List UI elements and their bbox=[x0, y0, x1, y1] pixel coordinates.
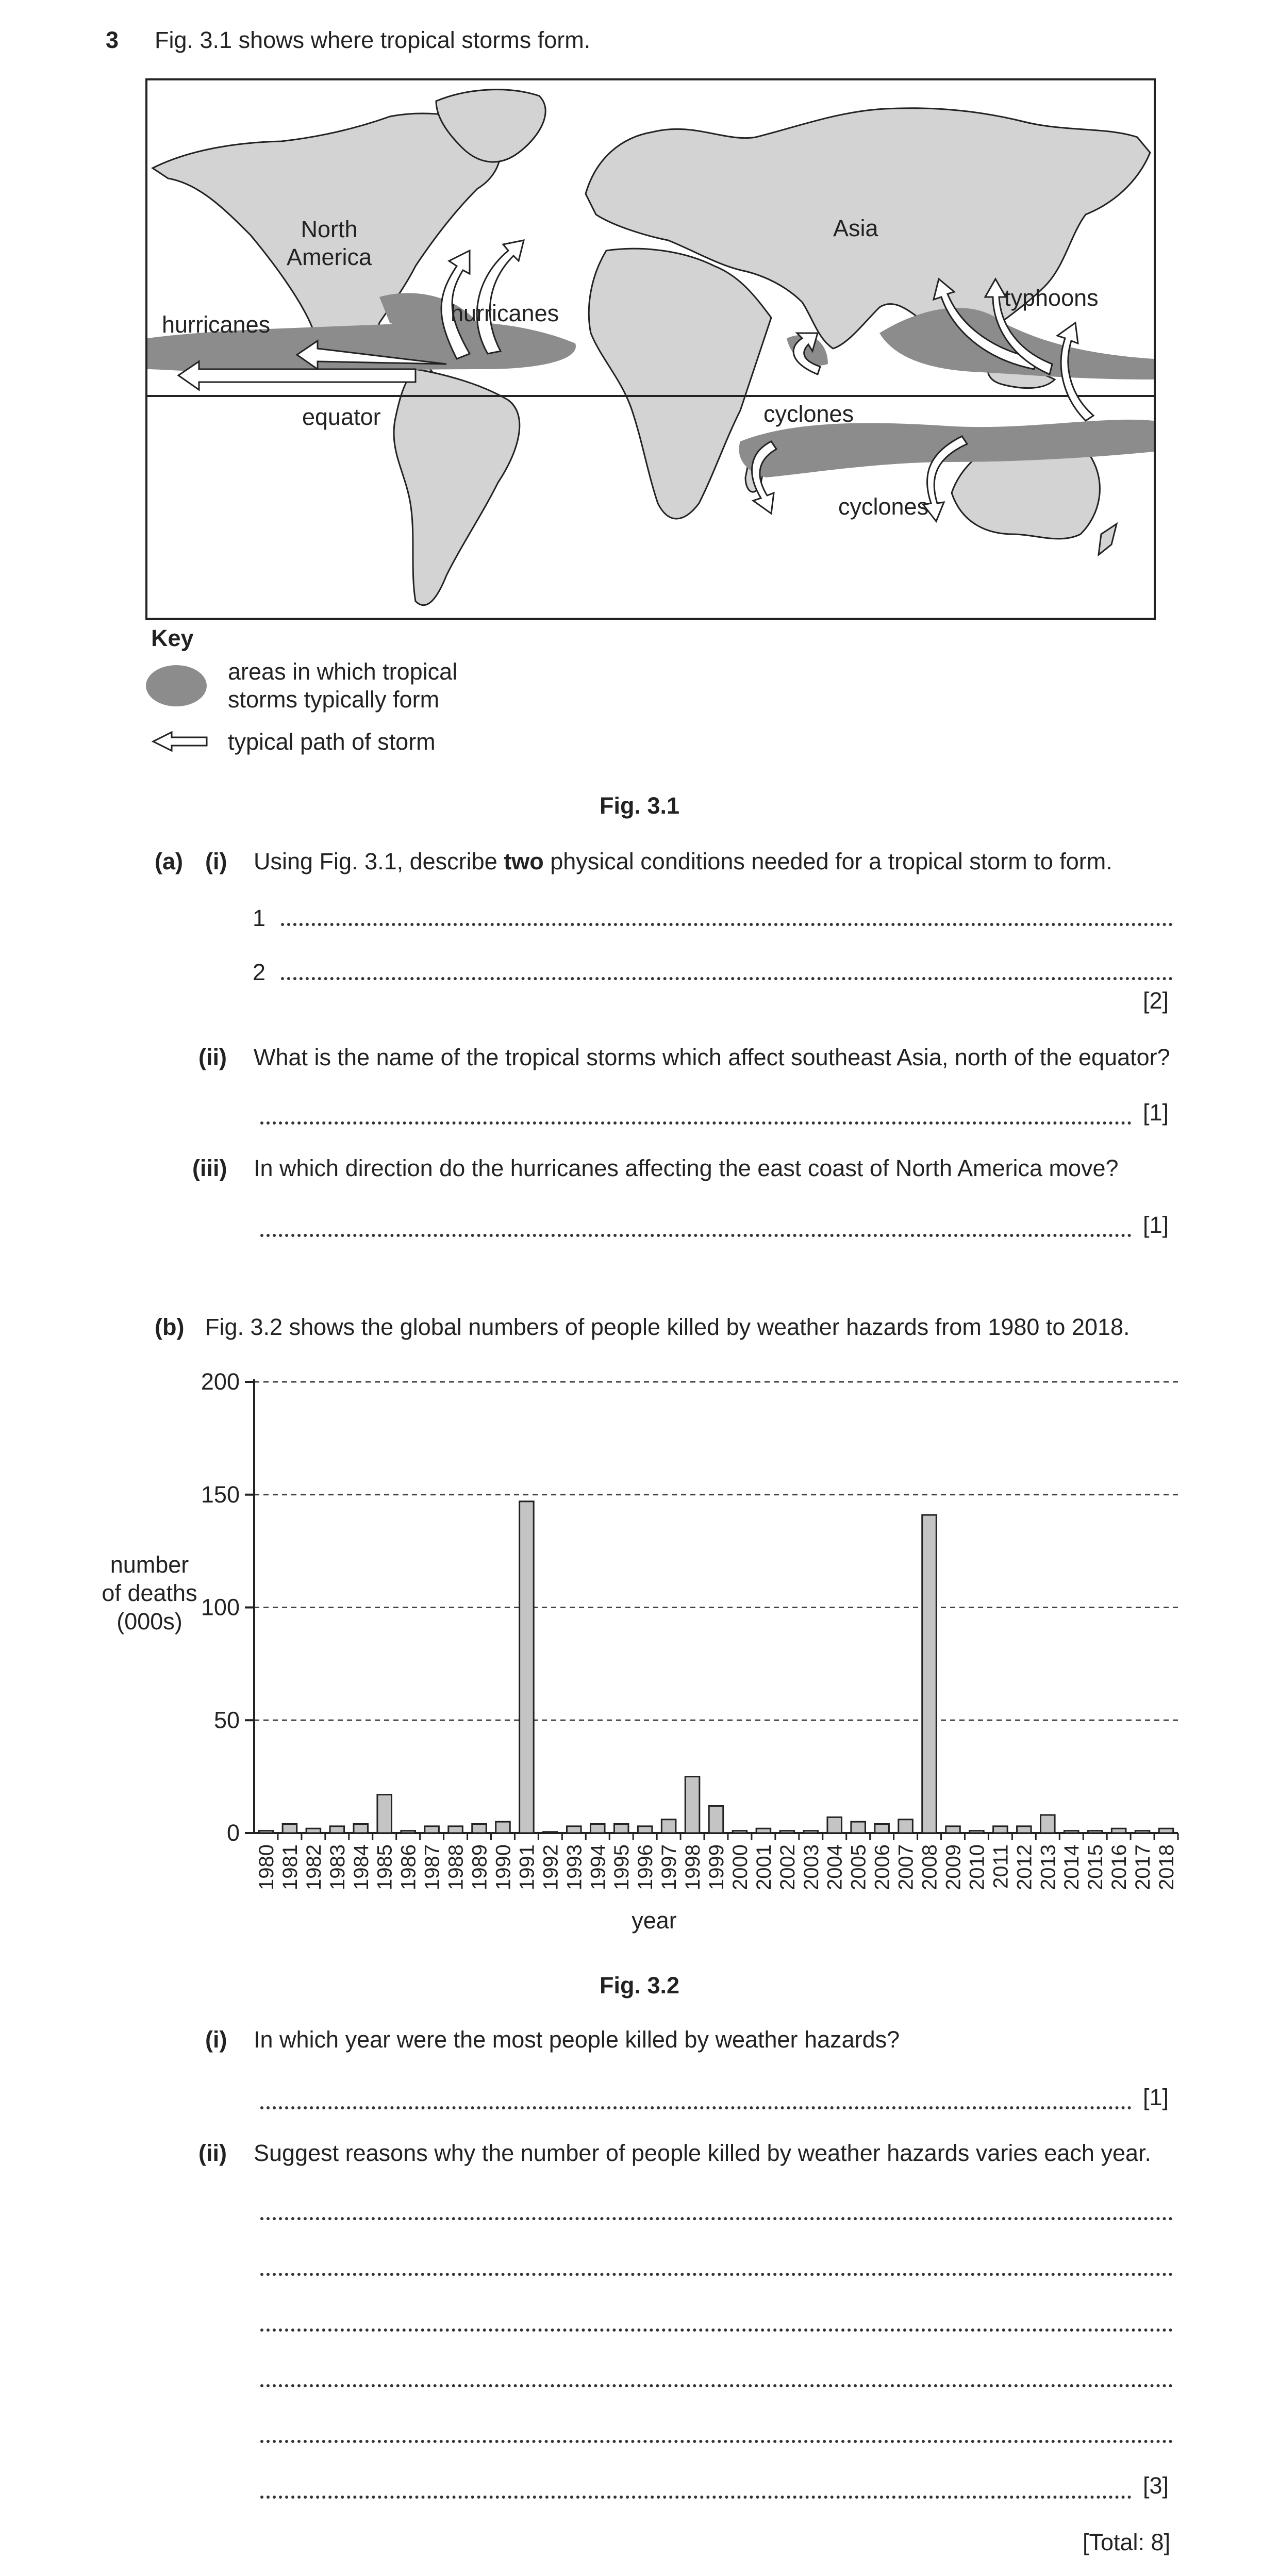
bar-2001 bbox=[756, 1828, 771, 1833]
key-storm-area-label: areas in which tropical storms typically form bbox=[228, 658, 458, 713]
label-hurricanes-east: hurricanes bbox=[451, 300, 559, 326]
bar-1987 bbox=[425, 1826, 439, 1833]
part-a-label: (a) bbox=[155, 848, 183, 874]
key-storm-path-arrow bbox=[151, 731, 209, 752]
answer-line-a-i-2[interactable] bbox=[281, 977, 1173, 980]
label-cyclones-indian: cyclones bbox=[763, 401, 854, 427]
label-typhoons: typhoons bbox=[1004, 285, 1099, 311]
bar-1989 bbox=[472, 1824, 487, 1834]
answer-a-i-number-1: 1 bbox=[253, 905, 266, 931]
x-tick-label: 2008 bbox=[918, 1844, 941, 1890]
part-a-ii-label: (ii) bbox=[198, 1044, 227, 1070]
x-tick-label: 1995 bbox=[610, 1844, 634, 1890]
x-tick-label: 2010 bbox=[966, 1844, 989, 1890]
label-asia: Asia bbox=[833, 215, 878, 241]
answer-line-b-ii-6[interactable] bbox=[260, 2496, 1132, 2499]
answer-line-b-ii-4[interactable] bbox=[260, 2384, 1173, 2387]
x-tick-label: 1983 bbox=[326, 1844, 349, 1890]
bar-1998 bbox=[685, 1777, 700, 1833]
x-tick-label: 2003 bbox=[800, 1844, 823, 1890]
label-equator: equator bbox=[302, 404, 381, 430]
x-tick-label: 1991 bbox=[516, 1844, 539, 1890]
key-storm-area-swatch bbox=[146, 665, 207, 706]
marks-a-i: [2] bbox=[1143, 987, 1169, 1014]
x-tick-label: 2013 bbox=[1037, 1844, 1060, 1890]
x-tick-label: 2017 bbox=[1132, 1844, 1155, 1890]
part-b-intro: Fig. 3.2 shows the global numbers of people killed by weather hazards from 1980 to 2018. bbox=[205, 1314, 1130, 1340]
x-tick-label: 1999 bbox=[705, 1844, 728, 1890]
bar-1995 bbox=[614, 1824, 628, 1834]
marks-b-i: [1] bbox=[1143, 2084, 1169, 2110]
label-north-america: North America bbox=[287, 216, 372, 270]
x-tick-label: 1987 bbox=[421, 1844, 444, 1890]
marks-a-ii: [1] bbox=[1143, 1099, 1169, 1126]
x-tick-label: 1986 bbox=[397, 1844, 420, 1890]
bar-2014 bbox=[1064, 1831, 1078, 1833]
answer-line-a-iii[interactable] bbox=[260, 1234, 1132, 1237]
y-axis-title-line: of deaths bbox=[102, 1580, 197, 1606]
x-tick-label: 1990 bbox=[492, 1844, 515, 1890]
x-tick-label: 1994 bbox=[587, 1844, 610, 1890]
y-axis-title-line: number bbox=[110, 1551, 189, 1578]
answer-line-b-ii-2[interactable] bbox=[260, 2273, 1173, 2276]
bar-2010 bbox=[970, 1831, 984, 1833]
bar-1982 bbox=[306, 1828, 321, 1833]
bar-2005 bbox=[851, 1822, 866, 1833]
bar-1991 bbox=[520, 1501, 534, 1833]
bar-2013 bbox=[1040, 1815, 1055, 1833]
y-axis-title-line: (000s) bbox=[117, 1608, 182, 1634]
answer-line-b-ii-1[interactable] bbox=[260, 2217, 1173, 2220]
bar-2007 bbox=[899, 1820, 913, 1833]
x-tick-label: 2009 bbox=[942, 1844, 965, 1890]
bar-2000 bbox=[733, 1831, 747, 1833]
x-tick-label: 2000 bbox=[728, 1844, 752, 1890]
bar-2011 bbox=[993, 1826, 1008, 1833]
part-a-i-question: Using Fig. 3.1, describe two physical conditions needed for a tropical storm to form. bbox=[254, 848, 1112, 874]
answer-line-b-ii-3[interactable] bbox=[260, 2329, 1173, 2332]
x-tick-label: 1981 bbox=[278, 1844, 302, 1890]
y-tick-label: 100 bbox=[201, 1594, 240, 1621]
world-map-graphic bbox=[147, 80, 1154, 618]
bar-2012 bbox=[1017, 1826, 1032, 1833]
bar-2006 bbox=[875, 1824, 889, 1834]
bar-2009 bbox=[946, 1826, 960, 1833]
bar-1981 bbox=[283, 1824, 297, 1834]
part-b-i-label: (i) bbox=[205, 2026, 227, 2053]
answer-line-a-ii[interactable] bbox=[260, 1121, 1132, 1125]
x-tick-label: 2007 bbox=[894, 1844, 918, 1890]
bar-1984 bbox=[354, 1824, 368, 1834]
label-cyclones-australia: cyclones bbox=[838, 493, 929, 520]
south-america-landmass bbox=[394, 369, 520, 605]
x-tick-label: 1982 bbox=[302, 1844, 325, 1890]
part-a-ii-question: What is the name of the tropical storms which affect southeast Asia, north of the equator? bbox=[254, 1044, 1170, 1070]
bar-1992 bbox=[543, 1832, 558, 1833]
africa-landmass bbox=[589, 249, 771, 519]
part-b-ii-label: (ii) bbox=[198, 2140, 227, 2166]
bar-1985 bbox=[377, 1795, 392, 1833]
part-b-i-question: In which year were the most people killed by weather hazards? bbox=[254, 2026, 900, 2053]
bar-1993 bbox=[567, 1826, 582, 1833]
x-tick-label: 2001 bbox=[752, 1844, 775, 1890]
bar-2003 bbox=[804, 1831, 818, 1833]
answer-a-i-number-2: 2 bbox=[253, 959, 266, 985]
y-tick-label: 0 bbox=[226, 1820, 240, 1846]
y-tick-label: 150 bbox=[201, 1481, 240, 1508]
x-tick-label: 2018 bbox=[1155, 1844, 1178, 1890]
x-tick-label: 1984 bbox=[350, 1844, 373, 1890]
bar-2017 bbox=[1135, 1831, 1150, 1833]
bar-1999 bbox=[709, 1806, 723, 1834]
x-tick-label: 2015 bbox=[1084, 1844, 1107, 1890]
bar-1994 bbox=[590, 1824, 605, 1834]
part-b-ii-question: Suggest reasons why the number of people killed by weather hazards varies each year. bbox=[254, 2140, 1152, 2166]
x-tick-label: 2016 bbox=[1108, 1844, 1131, 1890]
bar-2015 bbox=[1088, 1831, 1102, 1833]
x-tick-label: 1980 bbox=[255, 1844, 278, 1890]
x-tick-label: 1993 bbox=[563, 1844, 586, 1890]
marks-b-ii: [3] bbox=[1143, 2472, 1169, 2499]
x-tick-label: 1992 bbox=[539, 1844, 562, 1890]
bar-1990 bbox=[496, 1822, 510, 1833]
marks-a-iii: [1] bbox=[1143, 1212, 1169, 1238]
total-marks: [Total: 8] bbox=[1083, 2529, 1171, 2555]
x-tick-label: 2002 bbox=[776, 1844, 799, 1890]
x-axis-title: year bbox=[632, 1907, 677, 1934]
x-tick-label: 2005 bbox=[847, 1844, 870, 1890]
key-storm-path-label: typical path of storm bbox=[228, 729, 436, 755]
x-tick-label: 2011 bbox=[989, 1844, 1012, 1889]
part-a-iii-question: In which direction do the hurricanes affecting the east coast of North America move? bbox=[254, 1155, 1119, 1181]
question-intro: Fig. 3.1 shows where tropical storms form. bbox=[155, 27, 591, 53]
bar-2004 bbox=[827, 1817, 842, 1833]
part-a-i-label: (i) bbox=[205, 848, 227, 874]
key-title: Key bbox=[151, 625, 194, 651]
new-zealand-landmass bbox=[1099, 524, 1117, 555]
bar-1986 bbox=[401, 1831, 416, 1833]
answer-line-a-i-1[interactable] bbox=[281, 923, 1173, 926]
bar-1980 bbox=[259, 1831, 273, 1833]
bar-1997 bbox=[661, 1820, 676, 1833]
x-tick-label: 1996 bbox=[634, 1844, 657, 1890]
x-tick-label: 2006 bbox=[871, 1844, 894, 1890]
y-tick-label: 200 bbox=[201, 1368, 240, 1395]
fig32-caption: Fig. 3.2 bbox=[600, 1972, 680, 1999]
bar-2018 bbox=[1159, 1828, 1173, 1833]
x-tick-label: 1998 bbox=[682, 1844, 705, 1890]
x-tick-label: 2012 bbox=[1013, 1844, 1036, 1890]
x-tick-label: 2014 bbox=[1060, 1844, 1084, 1890]
bar-1988 bbox=[449, 1826, 463, 1833]
world-map bbox=[145, 78, 1156, 620]
x-tick-label: 1988 bbox=[444, 1844, 468, 1890]
part-b-label: (b) bbox=[155, 1314, 185, 1340]
x-tick-label: 1997 bbox=[658, 1844, 681, 1890]
part-a-iii-label: (iii) bbox=[192, 1155, 227, 1181]
deaths-bar-chart bbox=[0, 1351, 1279, 1944]
bar-2002 bbox=[780, 1831, 794, 1833]
bar-1996 bbox=[638, 1826, 652, 1833]
x-tick-label: 1985 bbox=[373, 1844, 396, 1890]
label-hurricanes-west: hurricanes bbox=[162, 311, 271, 338]
y-tick-label: 50 bbox=[213, 1707, 240, 1733]
bar-2016 bbox=[1111, 1828, 1126, 1833]
x-tick-label: 2004 bbox=[823, 1844, 846, 1890]
answer-line-b-i[interactable] bbox=[260, 2106, 1132, 2109]
bar-2008 bbox=[922, 1515, 937, 1833]
x-tick-label: 1989 bbox=[468, 1844, 491, 1890]
bar-1983 bbox=[330, 1826, 344, 1833]
fig31-caption: Fig. 3.1 bbox=[600, 792, 680, 819]
question-number: 3 bbox=[106, 27, 119, 53]
answer-line-b-ii-5[interactable] bbox=[260, 2440, 1173, 2443]
